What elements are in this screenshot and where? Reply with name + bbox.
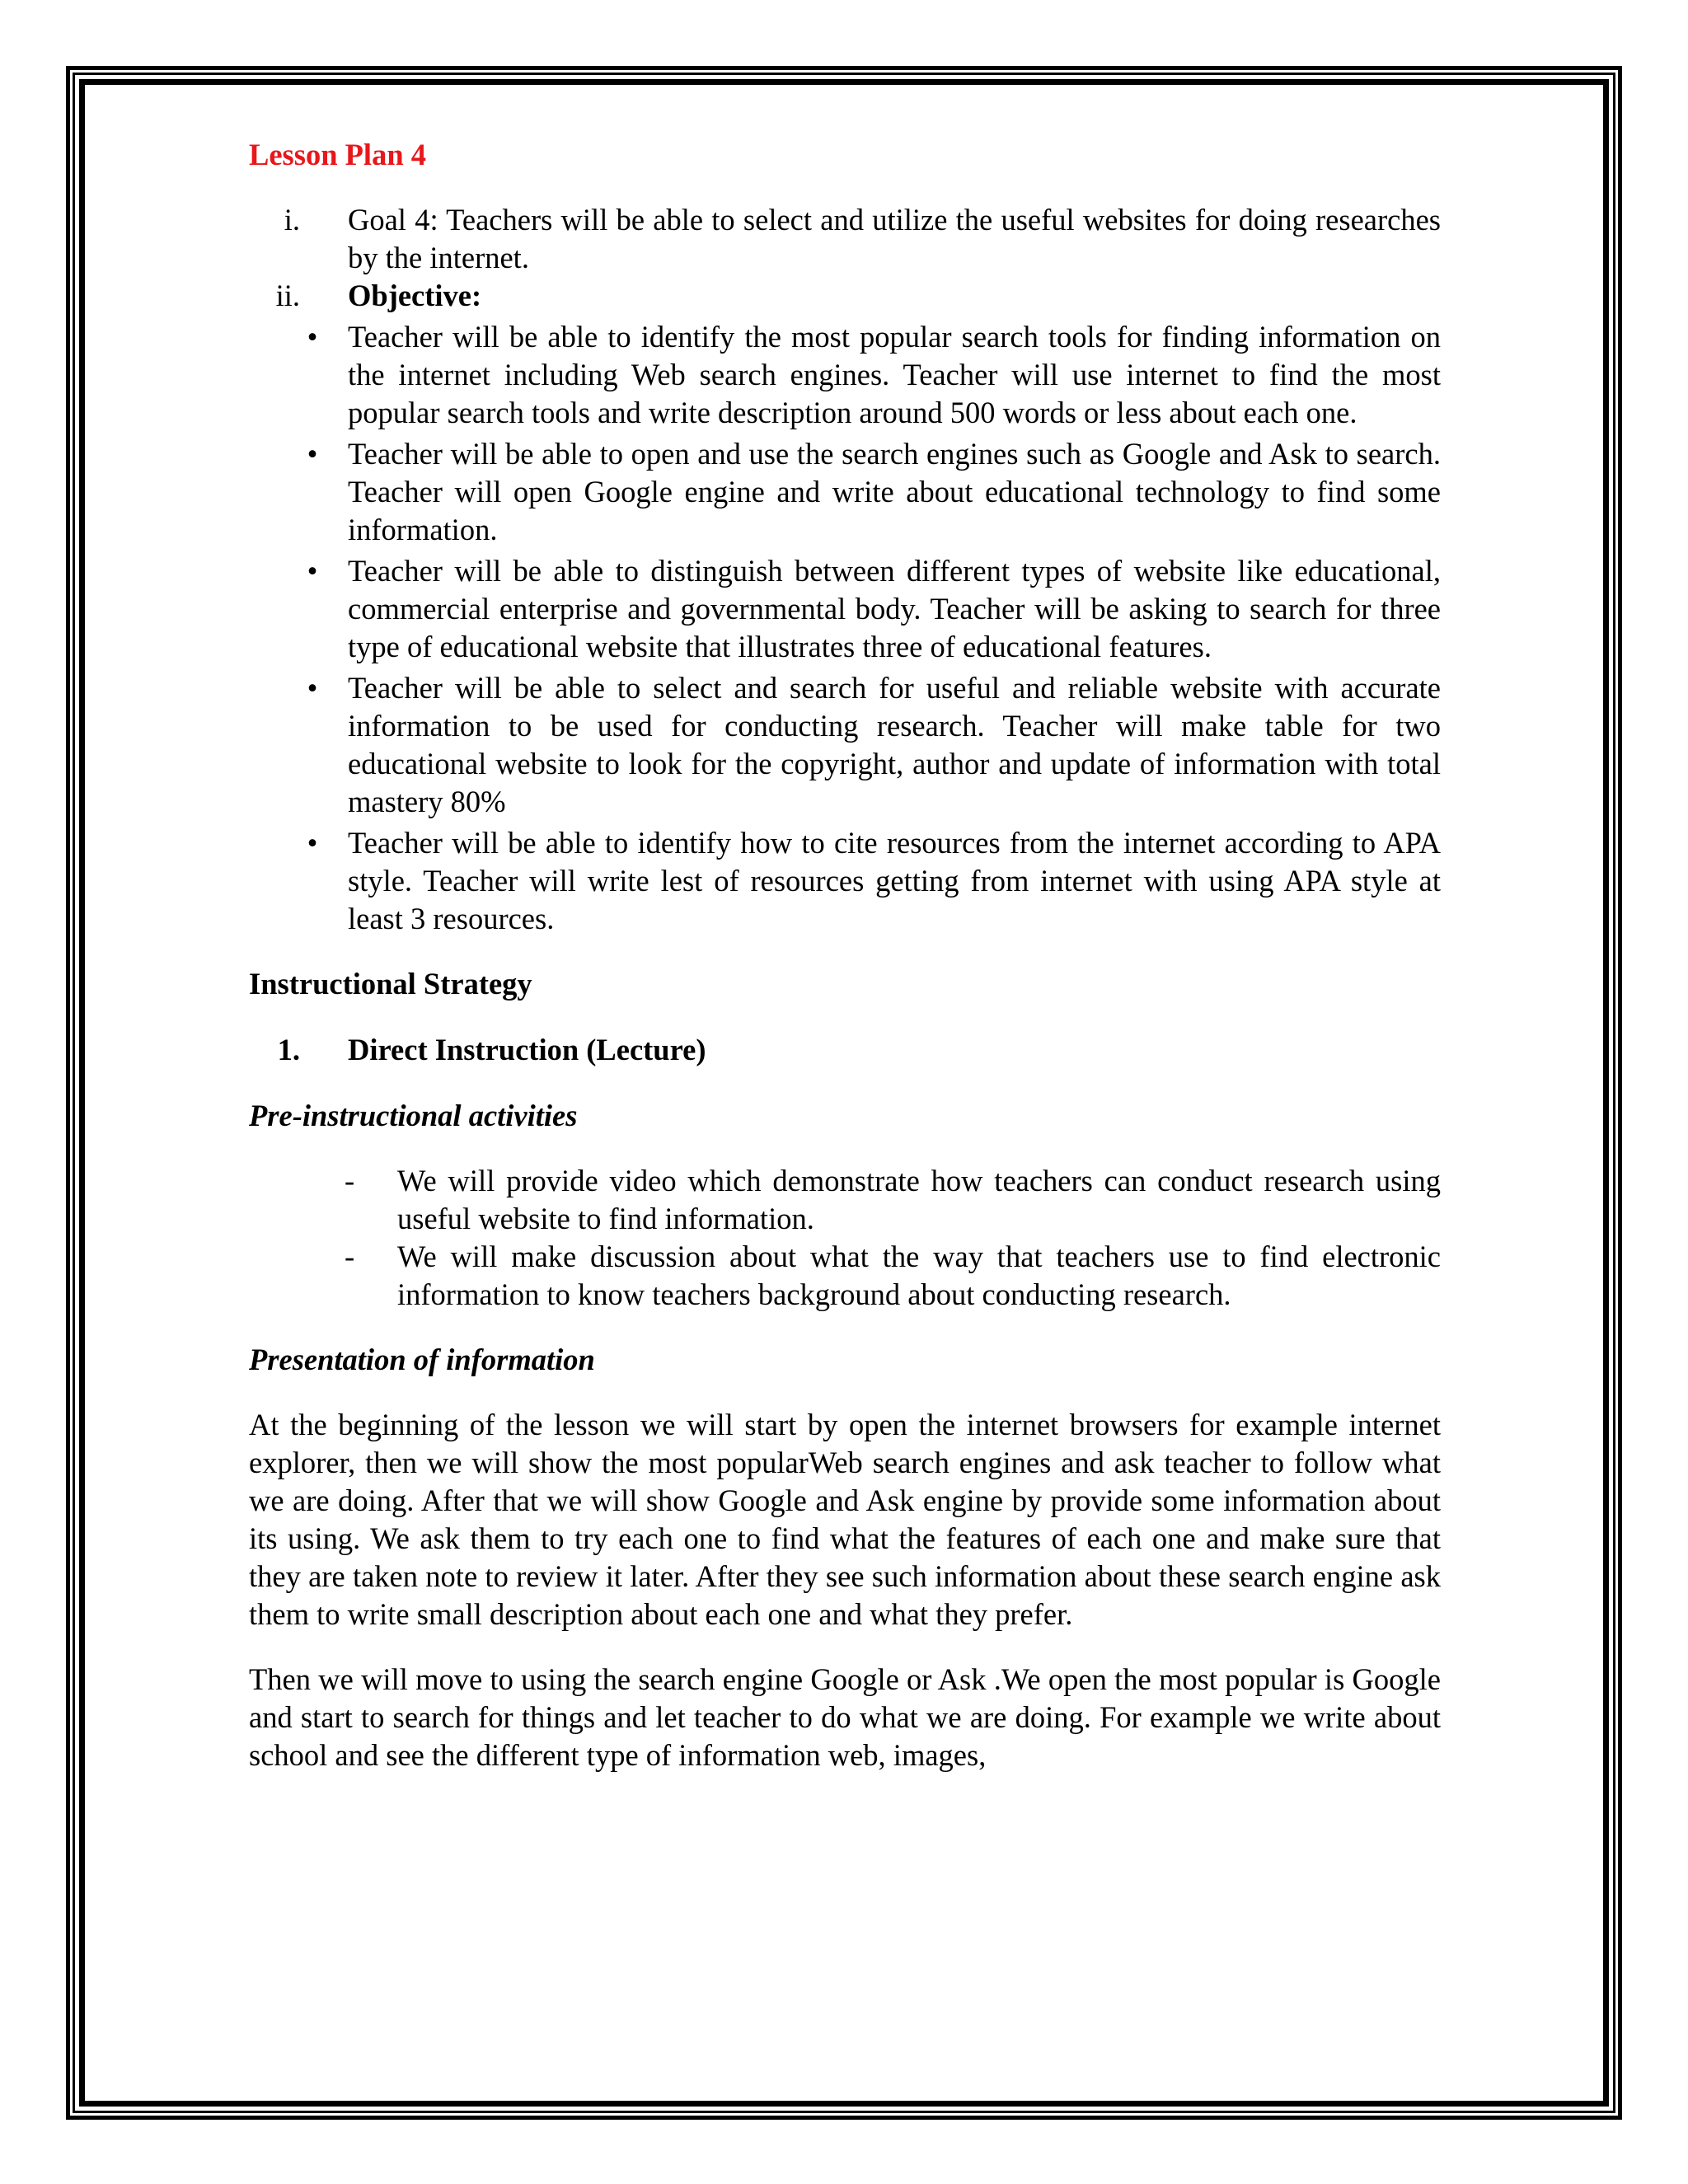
objective-text: Teacher will be able to select and search for useful and reliable website with accurate information to be used for conducting research. Teacher will make table for two educational website to look for the copyright, author and update of information with total mastery 80% [348, 671, 1441, 818]
strategy-marker: 1. [277, 1033, 300, 1066]
presentation-heading: Presentation of information [249, 1343, 595, 1376]
objective-text: Teacher will be able to open and use the search engines such as Google and Ask to search. Teacher will open Google engine and write about educational technology to find some information. [348, 437, 1441, 546]
presentation-paragraph: Then we will move to using the search engine Google or Ask .We open the most popular is Google and start to search for things and let teacher to do what we are doing. For example we write about school and see the different type of information web, images, [249, 1662, 1441, 1772]
activity-text: We will provide video which demonstrate how teachers can conduct research using useful website to find information. [397, 1164, 1441, 1235]
objective-bullet [249, 669, 1441, 821]
goal-text: Goal 4: Teachers will be able to select and utilize the useful websites for doing researches by the internet. [348, 203, 1441, 274]
strategy-text: Direct Instruction (Lecture) [348, 1033, 706, 1066]
goal-marker: i. [284, 203, 300, 237]
bullet-icon: • [307, 320, 318, 354]
dash-marker: - [345, 1164, 355, 1197]
objective-text: Teacher will be able to identify how to cite resources from the internet according to APA style. Teacher will write lest of resources getting from internet with using APA style at least 3 resources. [348, 826, 1441, 935]
bullet-icon: • [307, 671, 318, 705]
activity-item [249, 1238, 1441, 1314]
bullet-icon: • [307, 437, 318, 471]
objective-bullet [249, 435, 1441, 549]
objective-bullet [249, 824, 1441, 938]
bullet-icon: • [307, 554, 318, 588]
pre-instructional-list [249, 1162, 1441, 1314]
objectives-list [249, 318, 1441, 938]
lesson-plan-title: Lesson Plan 4 [249, 138, 426, 171]
strategy-item [249, 1031, 1441, 1069]
activity-item [249, 1162, 1441, 1238]
objective-text: Teacher will be able to distinguish between different types of website like educational, commercial enterprise and governmental body. Teacher will be asking to search for three type of educational website that illustrates three of educational features. [348, 554, 1441, 663]
document-body [249, 136, 1441, 1774]
objective-item [249, 277, 1441, 315]
goal-item [249, 201, 1441, 277]
instructional-strategy-heading: Instructional Strategy [249, 967, 532, 1001]
bullet-icon: • [307, 826, 318, 860]
pre-instructional-heading: Pre-instructional activities [249, 1099, 578, 1132]
objective-bullet [249, 318, 1441, 432]
objective-label: Objective: [348, 279, 482, 312]
activity-text: We will make discussion about what the way that teachers use to find electronic information to know teachers background about conducting research. [397, 1240, 1441, 1311]
objective-text: Teacher will be able to identify the most popular search tools for finding information on the internet including Web search engines. Teacher will use internet to find the most popular search tools and write description around 500 words or less about each one. [348, 320, 1441, 429]
dash-marker: - [345, 1240, 355, 1273]
presentation-paragraph: At the beginning of the lesson we will start by open the internet browsers for example internet explorer, then we will show the most popularWeb search engines and ask teacher to follow what we are doing. After that we will show Google and Ask engine by provide some information about its using. We ask them to try each one to find what the features of each one and make sure that they are taken note to review it later. After they see such information about these search engine ask them to write small description about each one and what they prefer. [249, 1408, 1441, 1631]
objective-bullet [249, 552, 1441, 666]
objective-marker: ii. [275, 279, 300, 312]
